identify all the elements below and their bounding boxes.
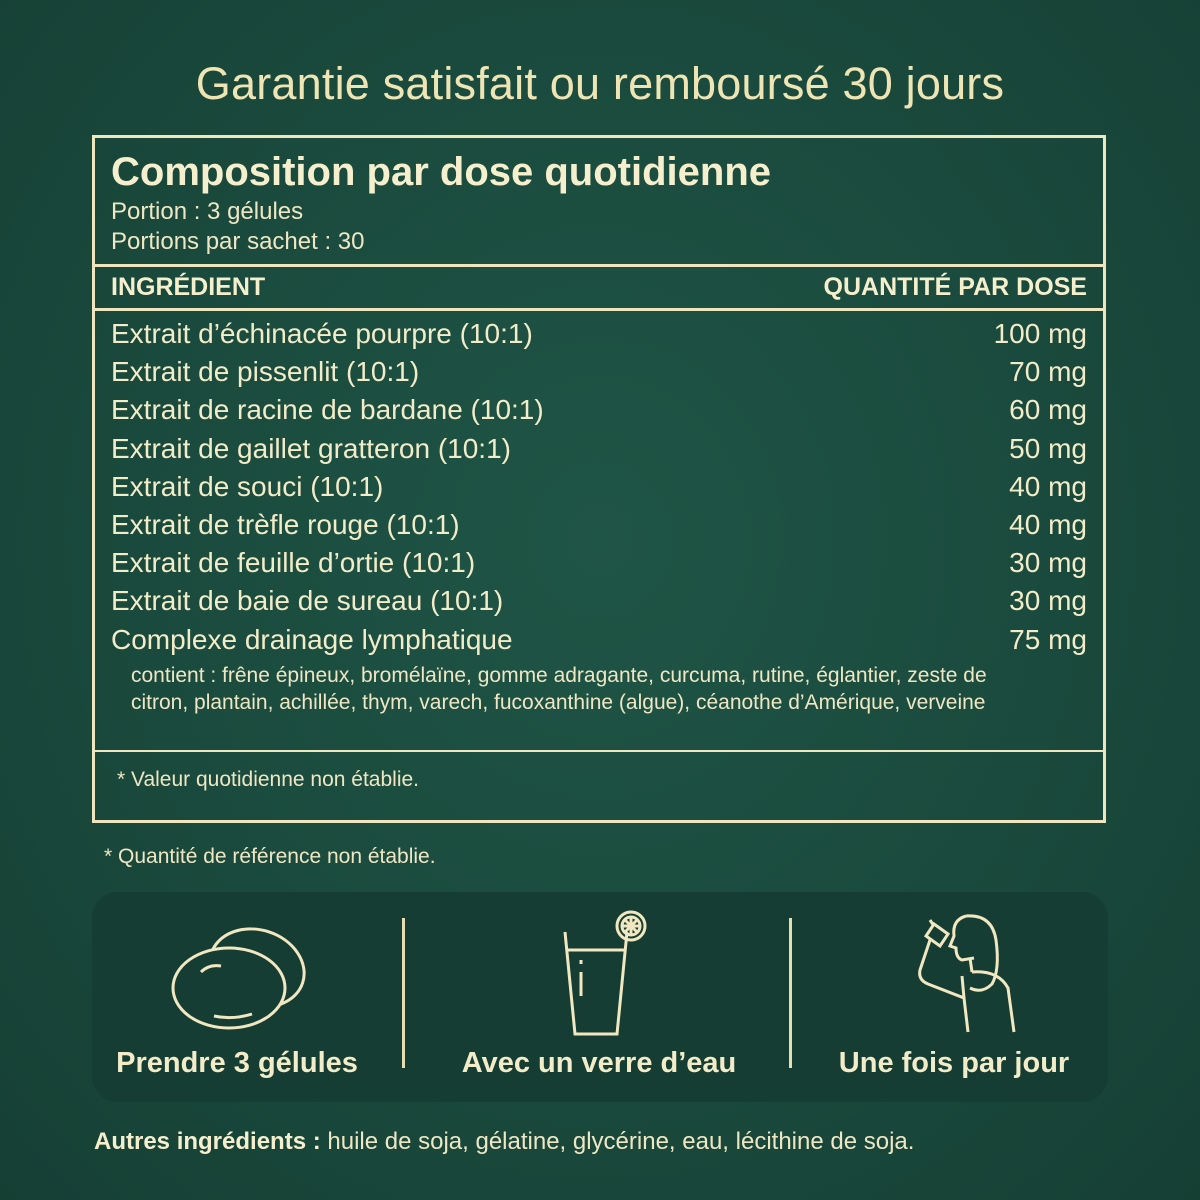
servings-per-bag: Portions par sachet : 30 <box>111 228 365 255</box>
composition-panel <box>92 135 1106 823</box>
ingredient-quantity: 30 mg <box>1009 585 1087 617</box>
daily-value-note: * Valeur quotidienne non établie. <box>117 768 420 791</box>
ingredient-name: Complexe drainage lymphatique <box>111 623 513 655</box>
guarantee-headline: Garantie satisfait ou remboursé 30 jours <box>195 58 1005 109</box>
other-ingredients-text: huile de soja, gélatine, glycérine, eau, lécithine de soja. <box>320 1128 915 1155</box>
glass-of-water-icon <box>519 910 679 1040</box>
step-label: Avec un verre d’eau <box>461 1047 737 1079</box>
reference-note: * Quantité de référence non établie. <box>104 845 436 868</box>
table-row <box>111 394 1087 432</box>
footer-rule <box>95 750 1103 752</box>
other-ingredients <box>94 1128 914 1156</box>
header-rule <box>95 264 1103 267</box>
step-water <box>454 892 744 1102</box>
capsules-icon <box>157 910 317 1040</box>
table-row <box>111 624 1087 662</box>
usage-steps <box>92 892 1108 1102</box>
ingredient-quantity: 30 mg <box>1009 547 1087 579</box>
header-rule-bottom <box>95 308 1103 311</box>
ingredient-quantity: 40 mg <box>1009 508 1087 540</box>
ingredient-name: Extrait de trèfle rouge (10:1) <box>111 508 460 540</box>
ingredient-quantity: 70 mg <box>1009 356 1087 388</box>
ingredient-column-header: INGRÉDIENT <box>111 273 266 301</box>
ingredient-name: Extrait de baie de sureau (10:1) <box>111 585 504 617</box>
table-row <box>111 585 1087 623</box>
ingredient-name: Extrait de pissenlit (10:1) <box>111 356 420 388</box>
ingredient-quantity: 50 mg <box>1009 432 1087 464</box>
step-divider <box>402 918 405 1068</box>
person-drinking-icon <box>874 910 1034 1040</box>
ingredient-quantity: 40 mg <box>1009 470 1087 502</box>
quantity-column-header: QUANTITÉ PAR DOSE <box>823 273 1087 301</box>
table-row <box>111 356 1087 394</box>
ingredient-name: Extrait de souci (10:1) <box>111 470 384 502</box>
table-row <box>111 509 1087 547</box>
step-daily <box>809 892 1099 1102</box>
ingredient-name: Extrait de feuille d’ortie (10:1) <box>111 547 476 579</box>
ingredient-name: Extrait d’échinacée pourpre (10:1) <box>111 318 533 349</box>
complex-contents: contient : frêne épineux, bromélaïne, gomme adragante, curcuma, rutine, églantier, zeste de citron, plantain, achillée, thym, varech, fucoxanthine (algue), céanothe d’Amérique, verveine <box>131 664 987 714</box>
ingredient-quantity: 100 mg <box>993 318 1087 349</box>
table-row <box>111 471 1087 509</box>
serving-size: Portion : 3 gélules <box>111 198 304 225</box>
ingredient-table <box>111 318 1087 662</box>
other-ingredients-label: Autres ingrédients : <box>94 1128 321 1155</box>
composition-title: Composition par dose quotidienne <box>111 150 771 194</box>
ingredient-quantity: 60 mg <box>1009 394 1087 426</box>
step-label: Prendre 3 gélules <box>116 1047 358 1079</box>
ingredient-name: Extrait de racine de bardane (10:1) <box>111 394 544 426</box>
table-row <box>111 433 1087 471</box>
step-capsules <box>92 892 382 1102</box>
table-row <box>111 547 1087 585</box>
ingredient-name: Extrait de gaillet gratteron (10:1) <box>111 432 511 464</box>
ingredient-quantity: 75 mg <box>1009 623 1087 655</box>
step-label: Une fois par jour <box>838 1047 1070 1079</box>
table-row <box>111 318 1087 356</box>
step-divider <box>789 918 792 1068</box>
